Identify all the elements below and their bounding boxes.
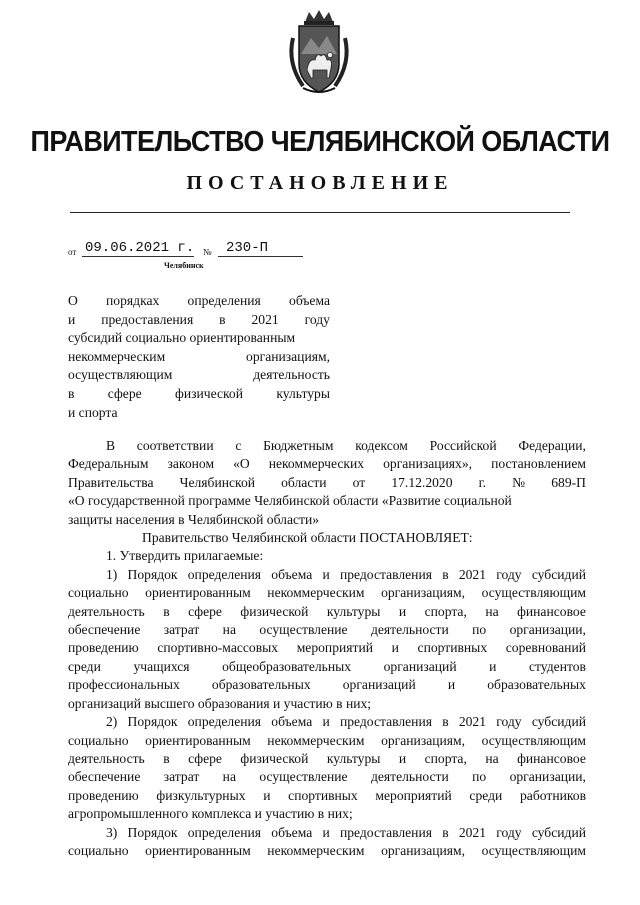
body-line	[68, 529, 586, 547]
body-word: законом	[167, 456, 215, 472]
header-divider	[70, 212, 570, 213]
body-word: осуществление	[259, 622, 348, 638]
body-line	[68, 695, 586, 713]
subject-word: году	[304, 311, 330, 327]
number-label: №	[203, 247, 212, 257]
date-number-line	[68, 240, 308, 262]
subject-word: предоставления	[101, 311, 194, 327]
body-line	[68, 639, 586, 657]
body-word: 2) Порядок определения объема и предоставления в 2021 году субсидий	[106, 714, 586, 730]
body-word: образовательных	[211, 677, 311, 693]
body-word: спорта,	[424, 750, 467, 766]
body-word: физической	[240, 603, 309, 619]
body-word: Челябинской	[179, 474, 256, 490]
subject-word: организациям,	[246, 348, 330, 364]
body-line	[68, 713, 586, 731]
body-line	[68, 621, 586, 639]
body-word: культуры	[326, 750, 381, 766]
body-word: социально ориентированным некоммерческим организациям, осуществляющим	[68, 585, 586, 601]
body-word: 3) Порядок определения объема и предоставления в 2021 году субсидий	[106, 824, 586, 840]
subject-word: и спорта	[68, 404, 118, 420]
body-word: Федерации,	[518, 438, 586, 453]
body-word: и	[489, 658, 497, 674]
body-word: в	[163, 750, 170, 766]
body-line	[68, 492, 586, 510]
body-word: финансовое	[517, 603, 586, 619]
body-line	[68, 750, 586, 768]
subject-line	[68, 404, 330, 423]
body-word: от	[352, 474, 366, 490]
body-word: В	[106, 438, 116, 453]
subject-word: в	[219, 311, 226, 327]
body-line	[68, 805, 586, 823]
coat-of-arms-icon	[283, 8, 355, 96]
body-word: проведению физкультурных и спортивных мероприятий среди работников	[68, 787, 586, 803]
subject-word: некоммерческим	[68, 348, 166, 364]
subject-word: порядках	[106, 293, 160, 308]
government-title: ПРАВИТЕЛЬСТВО ЧЕЛЯБИНСКОЙ ОБЛАСТИ	[30, 126, 610, 158]
body-word: на	[222, 622, 236, 638]
body-line	[68, 658, 586, 676]
body-word: социально ориентированным некоммерческим организациям, осуществляющим	[68, 842, 586, 858]
body-line	[68, 732, 586, 750]
body-word: обеспечение	[68, 769, 141, 785]
body-word: агропромышленного комплекса и участию в них;	[68, 806, 353, 822]
body-word: «О	[233, 456, 250, 472]
body-word: и	[398, 603, 407, 619]
body-word: некоммерческих	[268, 456, 365, 472]
body-word: затрат	[163, 622, 200, 638]
subject-word: осуществляющим	[68, 367, 173, 383]
body-word: финансовое	[517, 750, 586, 766]
body-word: студентов	[529, 658, 586, 674]
body-word: области	[281, 474, 327, 490]
body-line	[68, 455, 586, 473]
subject-word: в	[68, 385, 75, 401]
body-word: постановлением	[491, 456, 586, 472]
body-word: с	[235, 438, 242, 453]
subject-word: деятельность	[253, 367, 330, 383]
body-line	[68, 676, 586, 694]
body-line	[68, 566, 586, 584]
subject-word: субсидий социально ориентированным	[68, 330, 296, 346]
body-word: затрат	[163, 769, 200, 785]
body-word: социально ориентированным некоммерческим организациям, осуществляющим	[68, 732, 586, 748]
body-word: организаций высшего образования и участию в них;	[68, 695, 372, 711]
body-word: сфере	[188, 750, 222, 766]
body-word: деятельность	[68, 750, 145, 766]
body-word: Правительство Челябинской области ПОСТАНОВЛЯЕТ:	[142, 530, 473, 546]
body-word: на	[222, 769, 236, 785]
body-word: и	[447, 677, 456, 693]
body-word: осуществление	[259, 769, 348, 785]
body-word: на	[485, 750, 499, 766]
subject-line	[68, 348, 330, 367]
body-word: среди	[68, 658, 101, 674]
subject-word: объема	[289, 293, 330, 308]
city-label: Челябинск	[164, 261, 204, 270]
body-line	[68, 603, 586, 621]
document-body	[68, 437, 586, 860]
body-line	[68, 474, 586, 492]
body-word: учащихся	[133, 658, 190, 674]
subject-word: О	[68, 293, 78, 308]
body-word: по	[472, 769, 487, 785]
subject-word: сфере	[107, 385, 142, 401]
document-number: 230-П	[226, 240, 269, 256]
body-word: профессиональных	[68, 677, 180, 693]
body-line	[68, 768, 586, 786]
subject-line	[68, 385, 330, 404]
document-subject	[68, 292, 330, 422]
body-word: Правительства	[68, 474, 154, 490]
body-word: 689-П	[551, 474, 586, 490]
body-line	[68, 437, 586, 455]
body-word: Федеральным	[68, 456, 149, 472]
body-line	[68, 787, 586, 805]
subject-line	[68, 366, 330, 385]
body-word: проведению спортивно-массовых мероприятий и спортивных соревнований	[68, 640, 586, 656]
body-word: деятельность	[68, 603, 145, 619]
body-word: организации,	[509, 769, 586, 785]
body-word: кодексом	[355, 438, 408, 453]
body-word: организаций	[383, 658, 457, 674]
body-word: Бюджетным	[263, 438, 334, 453]
body-word: соответствии	[136, 438, 214, 453]
body-word: в	[163, 603, 170, 619]
body-word: физической	[240, 750, 309, 766]
body-word: и	[398, 750, 407, 766]
body-line	[68, 824, 586, 842]
body-word: организациях»,	[383, 456, 473, 472]
body-word: защиты населения в Челябинской области»	[68, 511, 320, 527]
body-word: обеспечение	[68, 622, 141, 638]
body-word: деятельности	[370, 622, 449, 638]
body-word: 1) Порядок определения объема и предоставления в 2021 году субсидий	[106, 566, 586, 582]
body-word: сфере	[188, 603, 222, 619]
subject-word: культуры	[276, 385, 330, 401]
body-word: деятельности	[370, 769, 449, 785]
body-word: организаций	[342, 677, 416, 693]
subject-word: и	[68, 311, 76, 327]
subject-line	[68, 329, 330, 348]
body-line	[68, 842, 586, 860]
body-line	[68, 511, 586, 529]
body-word: организации,	[509, 622, 586, 638]
body-word: г.	[478, 474, 487, 490]
body-line	[68, 547, 586, 565]
body-word: общеобразовательных	[222, 658, 352, 674]
document-type-heading: ПОСТАНОВЛЕНИЕ	[186, 172, 454, 194]
subject-word: физической	[175, 385, 244, 401]
body-word: культуры	[326, 603, 381, 619]
document-date: 09.06.2021 г.	[85, 240, 195, 256]
body-word: по	[472, 622, 487, 638]
body-line	[68, 584, 586, 602]
subject-line	[68, 311, 330, 330]
body-word: спорта,	[424, 603, 467, 619]
body-word: образовательных	[487, 677, 586, 693]
subject-line	[68, 292, 330, 311]
subject-word: определения	[187, 293, 261, 308]
body-word: 1. Утвердить прилагаемые:	[106, 548, 264, 564]
subject-word: 2021	[251, 311, 279, 327]
from-label: от	[68, 247, 77, 257]
body-word: 17.12.2020	[391, 474, 453, 490]
body-word: «О государственной программе Челябинской области «Развитие социальной	[68, 493, 512, 509]
body-word: Российской	[429, 438, 497, 453]
body-word: №	[512, 474, 526, 490]
body-word: на	[485, 603, 499, 619]
